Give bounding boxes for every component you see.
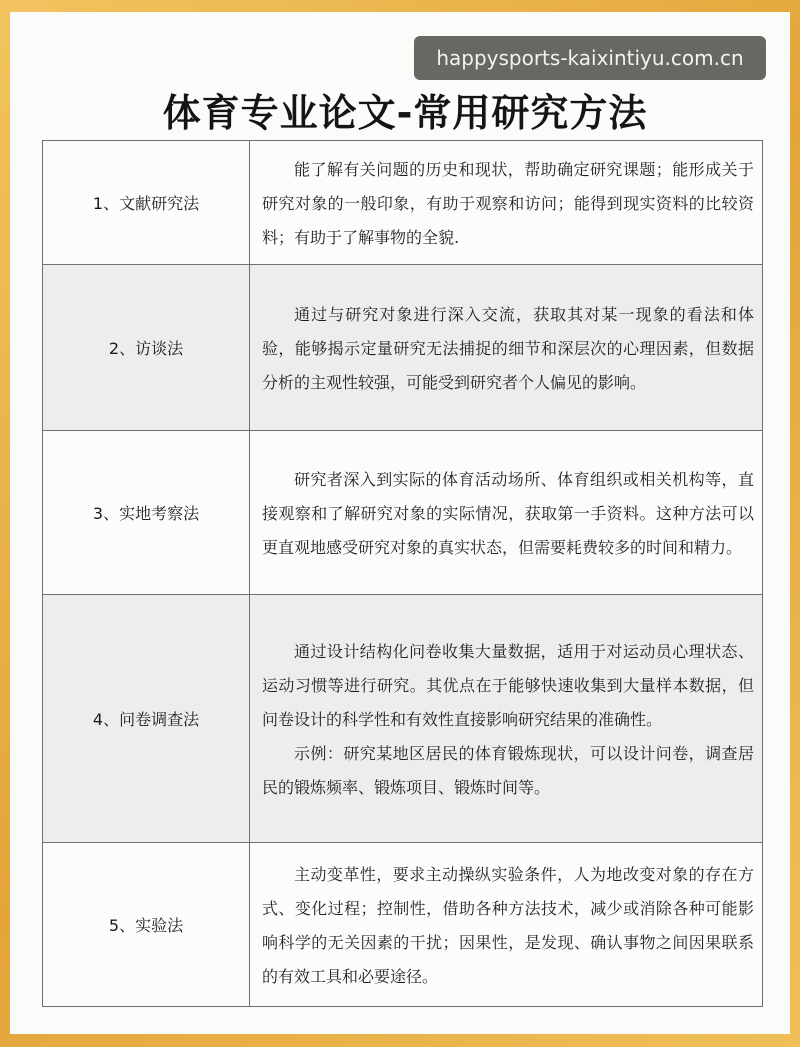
method-description: [250, 431, 763, 595]
description-paragraph: 能了解有关问题的历史和现状，帮助确定研究课题；能形成关于研究对象的一般印象，有助于观察和访问；能得到现实资料的比较资料；有助于了解事物的全貌.: [262, 159, 754, 247]
description-paragraph: 通过与研究对象进行深入交流，获取其对某一现象的看法和体验，能够揭示定量研究无法捕捉的细节和深层次的心理因素，但数据分析的主观性较强，可能受到研究者个人偏见的影响。: [262, 304, 754, 392]
method-name: 1、文献研究法: [43, 141, 250, 265]
table-row: [43, 595, 763, 843]
method-description: [250, 843, 763, 1007]
table-row: [43, 265, 763, 431]
method-name: 3、实地考察法: [43, 431, 250, 595]
table-row: [43, 141, 763, 265]
table-row: [43, 431, 763, 595]
page-title: 体育专业论文-常用研究方法: [162, 91, 648, 135]
method-name: 4、问卷调查法: [43, 595, 250, 843]
watermark-label: happysports-kaixintiyu.com.cn: [414, 36, 766, 80]
method-description: [250, 595, 763, 843]
description-paragraph: 主动变革性，要求主动操纵实验条件，人为地改变对象的存在方式、变化过程；控制性，借助各种方法技术，减少或消除各种可能影响科学的无关因素的干扰；因果性，是发现、确认事物之间因果联系的有效工具和必要途径。: [262, 864, 754, 986]
description-paragraph: 通过设计结构化问卷收集大量数据，适用于对运动员心理状态、运动习惯等进行研究。其优点在于能够快速收集到大量样本数据，但问卷设计的科学性和有效性直接影响研究结果的准确性。: [262, 641, 754, 729]
table-row: [43, 843, 763, 1007]
method-description: [250, 141, 763, 265]
method-name: 2、访谈法: [43, 265, 250, 431]
methods-table: [42, 140, 763, 1007]
description-paragraph: 示例：研究某地区居民的体育锻炼现状，可以设计问卷，调查居民的锻炼频率、锻炼项目、锻炼时间等。: [262, 743, 754, 797]
method-name: 5、实验法: [43, 843, 250, 1007]
method-description: [250, 265, 763, 431]
description-paragraph: 研究者深入到实际的体育活动场所、体育组织或相关机构等，直接观察和了解研究对象的实际情况，获取第一手资料。这种方法可以更直观地感受研究对象的真实状态，但需要耗费较多的时间和精力。: [262, 469, 754, 557]
